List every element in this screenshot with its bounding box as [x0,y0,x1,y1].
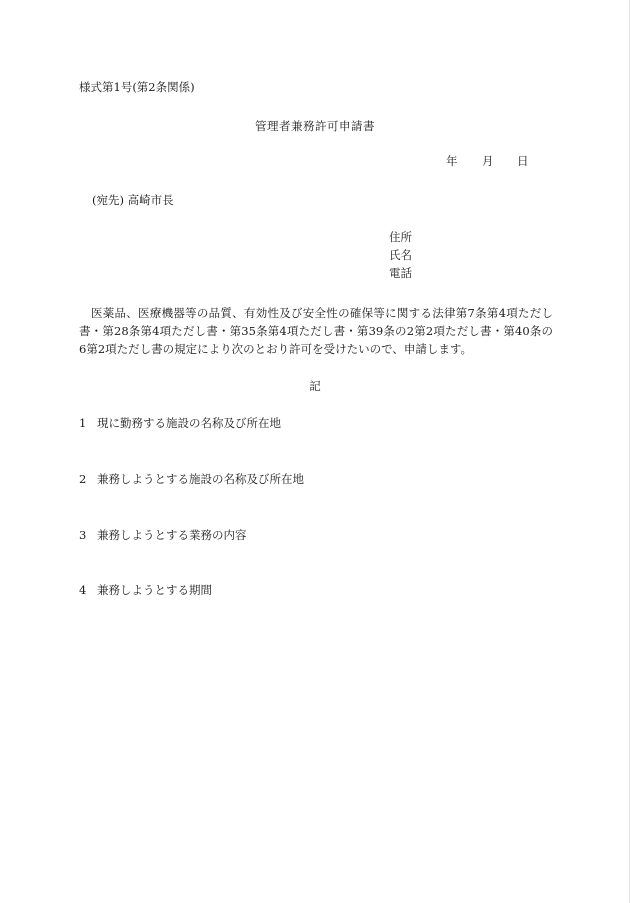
ki-heading: 記 [309,379,321,393]
date-year-label: 年 [446,154,458,168]
date-day-label: 日 [517,154,529,168]
item-text: 現に勤務する施設の名称及び所在地 [97,416,281,430]
list-item [79,474,304,486]
list-item [79,530,247,542]
list-item [79,418,281,430]
item-number: 3 [79,528,87,542]
applicant-address-label: 住所 [389,230,412,244]
addressee: (宛先) 高崎市長 [92,193,174,207]
item-number: 2 [79,472,87,486]
applicant-name-label: 氏名 [389,248,412,262]
applicant-phone-label: 電話 [389,266,412,280]
item-number: 1 [79,416,87,430]
item-number: 4 [79,583,87,597]
item-text: 兼務しようとする施設の名称及び所在地 [97,472,304,486]
document-title: 管理者兼務許可申請書 [255,119,375,133]
form-number: 様式第1号(第2条関係) [79,80,195,94]
application-body-text: 医薬品、医療機器等の品質、有効性及び安全性の確保等に関する法律第7条第4項ただし書・第28条第4項ただし書・第35条第4項ただし書・第39条の2第2項ただし書・第40条の6第2項ただし書の規定により次のとおり許可を受けたいので、申請します。 [79,306,553,356]
date-month-label: 月 [482,154,494,168]
list-item [79,585,212,597]
item-text: 兼務しようとする業務の内容 [97,528,247,542]
item-text: 兼務しようとする期間 [97,583,212,597]
